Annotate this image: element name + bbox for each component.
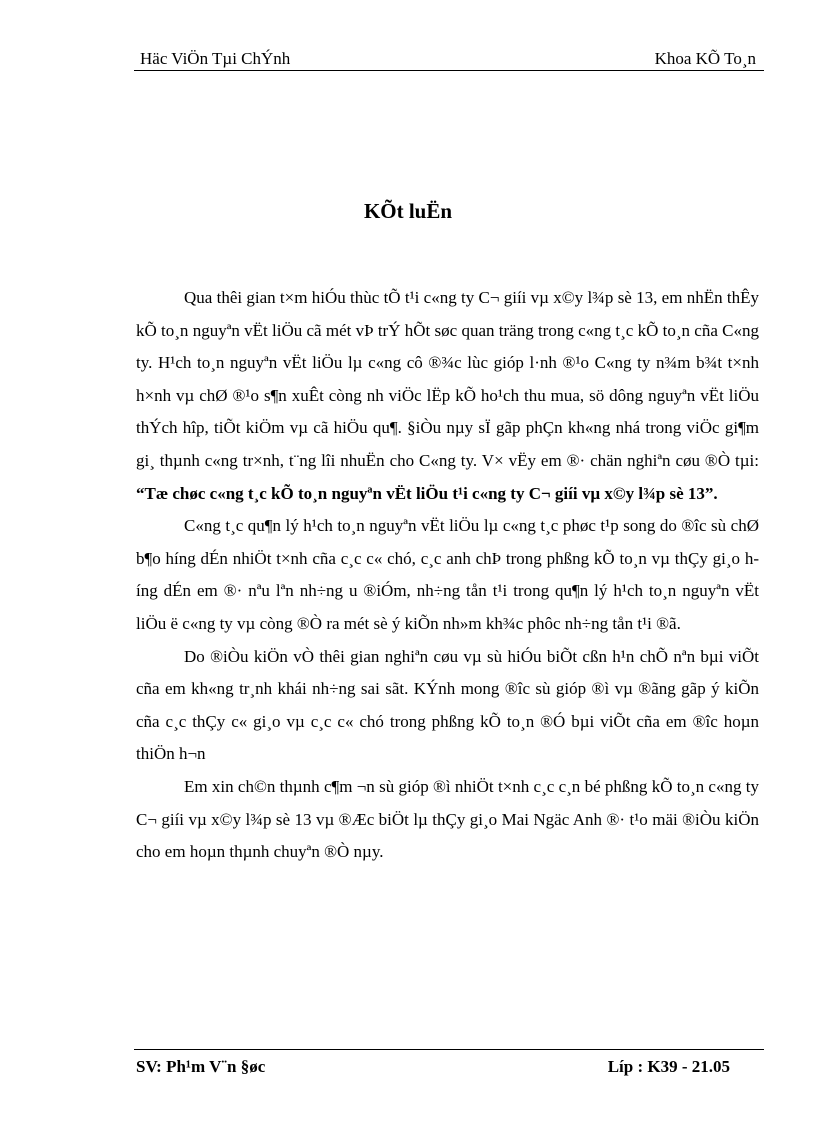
header-faculty: Khoa KÕ To¸n (654, 49, 756, 68)
page-footer (134, 1049, 764, 1080)
footer-student: SV: Ph¹m V¨n §øc (136, 1057, 266, 1076)
paragraph-4: Em xin ch©n thµnh c¶m ¬n sù gióp ®ì nhiÖt t×nh c¸c c¸n bé phßng kÕ to¸n c«ng ty C¬ giíi vµ x©y l¾p sè 13 vµ ®Æc biÖt lµ thÇy gi¸o Mai Ngäc Anh ®· t¹o mäi ®iÒu kiÖn cho em hoµn thµnh chuyªn ®Ò nµy. (136, 776, 759, 862)
body-text (136, 282, 759, 869)
page-title: KÕt luËn (363, 199, 453, 223)
paragraph-3: Do ®iÒu kiÖn vÒ thêi gian nghiªn cøu vµ sù hiÓu biÕt cßn h¹n chÕ nªn bµi viÕt cña em kh«ng tr¸nh khái nh÷ng sai sãt. KÝnh mong ®îc sù gióp ®ì vµ ®ãng gãp ý kiÕn cña c¸c thÇy c« gi¸o vµ c¸c c« chó trong phßng kÕ to¸n ®Ó bµi viÕt cña em ®îc hoµn thiÖn h¬n (136, 646, 759, 764)
thesis-topic: “Tæ chøc c«ng t¸c kÕ to¸n nguyªn vËt liÖu t¹i c«ng ty C¬ giíi vµ x©y l¾p sè 13”. (136, 483, 718, 503)
footer-class: Líp : K39 - 21.05 (607, 1057, 730, 1076)
page-header (134, 48, 764, 71)
paragraph-2: C«ng t¸c qu¶n lý h¹ch to¸n nguyªn vËt liÖu lµ c«ng t¸c phøc t¹p song do ®îc sù chØ b¶o híng dÉn nhiÖt t×nh cña c¸c c« chó, c¸c anh chÞ trong phßng kÕ to¸n vµ thÇy gi¸o híng dÉn em ®· nªu lªn nh÷ng u ®iÓm, nh÷ng tån t¹i trong qu¶n lý h¹ch to¸n nguyªn vËt liÖu ë c«ng ty vµ còng ®Ò ra mét sè ý kiÕn nh»m kh¾c phôc nh÷ng tån t¹i ®ã. (136, 516, 759, 633)
paragraph-1 (136, 282, 759, 510)
paragraph-1-text: Qua thêi gian t×m hiÓu thùc tÕ t¹i c«ng ty C¬ giíi vµ x©y l¾p sè 13, em nhËn thÊy kÕ to¸n nguyªn vËt liÖu cã mét vÞ trÝ hÕt søc quan träng trong c«ng t¸c kÕ to¸n cña C«ng ty. H¹ch to¸n nguyªn vËt liÖu lµ c«ng cô ®¾c lùc gióp l·nh ®¹o C«ng ty n¾m b¾t t×nh h×nh vµ chØ ®¹o s¶n xuÊt còng nh viÖc lËp kÕ ho¹ch thu mua, sö dông nguyªn vËt liÖu thÝch hîp, tiÕt kiÖm vµ cã hiÖu qu¶. §iÒu nµy sÏ gãp phÇn kh«ng nhá trong viÖc gi¶m gi¸ thµnh c«ng tr×nh, t¨ng lîi nhuËn cho C«ng ty. V× vËy em ®· chän nghiªn cøu ®Ò tµi: (136, 288, 759, 470)
header-institution: Häc ViÖn Tµi ChÝnh (140, 49, 291, 68)
